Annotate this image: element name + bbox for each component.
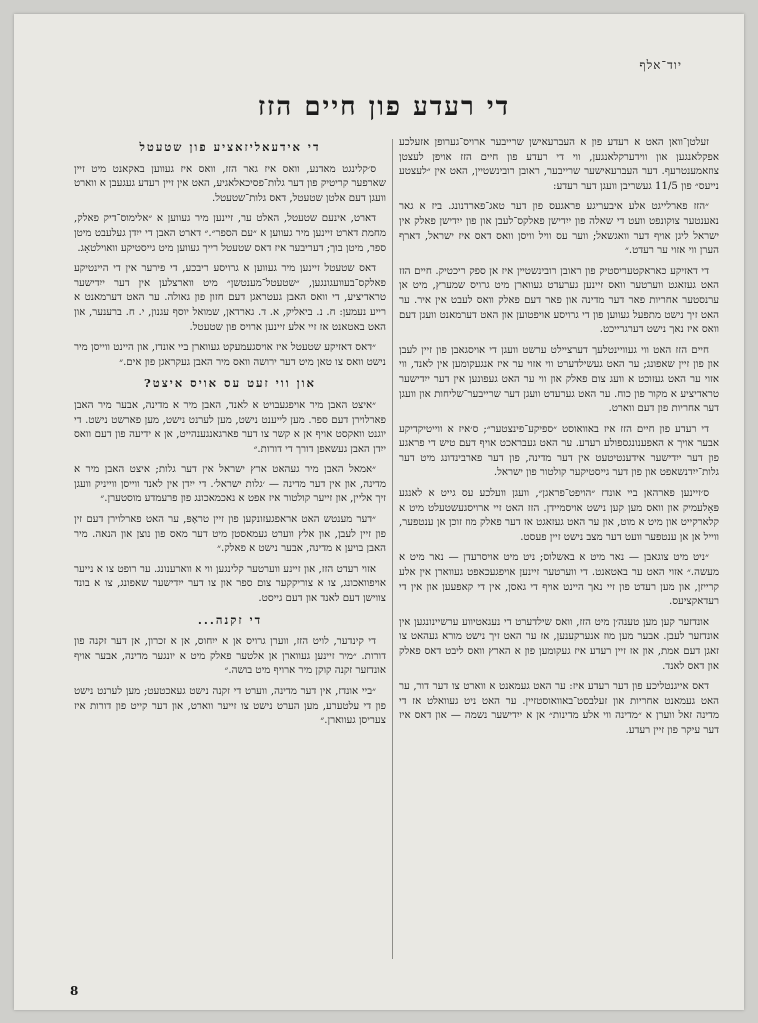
paragraph: די רעדע פון חיים הזז איז באוואוסט ״ספיקע־פינצטער״; ס׳איז א ווייטיקדיקע אבער אויך א האפענונגספולע רעדע. ער האט געבראכט אויף דעם טיש די פראגע פון דער ייִדישער אידענטיטעט אין דער מדינה, פון דער פארבינדונג מיט דער גלות־ייִדנשאפט און פון דער גייסטיקער קולטור פון ישראל. (399, 423, 719, 479)
paragraph: אונדזער קען מען טענה׳ן מיט הזז, וואס שילדערט די נעגאטיווע ערשיינונגען אין אונדזער לעבן. אבער מען מוז אנערקענען, אז ער האט זיך נישט מורא געהאט צו זאגן דעם אמת, און אז זיין רעדע איז געקומען פון א הארץ וואס ליבט דאס פאלק און דאס לאנד. (399, 616, 719, 672)
section-heading-now: און ווי זעט עס אויס איצט? (144, 376, 316, 391)
page-title: די רעדע פון חיים הזז (257, 92, 511, 122)
paragraph: ״הזז פארלייגט אלע איבעריגע פראגעס פון דער טאג־פארדנונג. ביז א גאר נאענטער צוקונפט וועט די שאלה פון ייִדישן פאלקס־לעבן און פון ייִדישן פאלק אין ישראל ליגן אויף דער וואגשאל; ווער עס וויל וויסן וואס דאס איז ישראל, דארף הערן ווי אזוי ער רעדט.״ (399, 201, 719, 257)
paragraph: ״דער מענטש האט אראפגעזונקען פון זיין טראָפּ, ער האט פארלוירן דעם זין פון זיין לעבן, און אלץ ווערט געמאסטן מיט דער מאס פון נוצן און הנאה. מיר האבן בויען א מדינה, אבער נישט א פאלק.״ (74, 514, 386, 555)
paragraph: ״ביי אונדז, אין דער מדינה, ווערט די זקנה נישט געאכטעט; מען לערנט נישט פון די עלטערע, מען הערט נישט צו זייער ווארט, און דער קייט פון דורות איז צעריסן געווארן.״ (74, 686, 386, 727)
left-column (74, 136, 386, 966)
page-number: 8 (70, 984, 79, 998)
paragraph: די קינדער, לויט הזז, ווערן גרויס אן א ייִחוס, אן א זכרון, אן דער זקנה פון דורות. ״מיר זיינען געווארן אן אלטער פאלק מיט א יונגער מדינה, אבער אויף אונדזער זקנה קוקן מיר ארויף מיט בושה.״ (74, 636, 386, 677)
newspaper-page (14, 14, 744, 1010)
column-divider (392, 139, 393, 959)
paragraph: ס׳קלינגט מאדנע, וואס איז גאר הזז, וואס איז געווען באקאנט מיט זיין שארפער קריטיק פון דער גלות־פסיכאלאגיע, האט אין זיין רעדע געגעבן א ווארט וועגן דעם אלטן שטעטל, דאס גלות־שטעטל. (74, 163, 386, 204)
section-heading-old-age: די זקנה... (197, 612, 263, 627)
paragraph: ״אמאל האבן מיר געהאט ארץ ישראל אין דער גלות; איצט האבן מיר א מדינה, און אין דער מדינה — ׳גלות ישראל׳. די ייִדן אין לאנד ווייסן ווייניק וועגן זיך אליין, און זייער קולטור איז אפט א נאכמאכונג פון פרעמדע מוסטערן.״ (74, 464, 386, 505)
paragraph: ״דאס דאזיקע שטעטל איז אויסגעמעקט געווארן ביי אונדז, און היינט ווייסן מיר נישט וואס צו טאן מיט דער ירושה וואס מיר האבן געקראגן פון אים.״ (74, 342, 386, 368)
page-header-label: יוד־אלף (639, 58, 682, 72)
paragraph: ס׳זיינען פארהאן ביי אונדז ״הויפט־פראגן״, וועגן וועלכע עס גייט א לאנגע פּאָלעמיק און וואס מען קען נישט אויסמיידן. הזז האט זיי ארויסגעשטעלט מיט א קלארקייט און מיט א מוט, און ער האט געזאגט אז דער פאלק מוז זוכן אן ענטפער, ווייל אן אן ענטפער וועט דער מצב נישט זיין פעסט. (399, 488, 719, 543)
section-heading-idealization: די אידעאליזאציע פון שטעטל (139, 140, 321, 154)
paragraph: די דאזיקע כאראקטעריסטיק פון ראובן רובינשטיין איז אן ספק ריכטיק. חיים הזז האט געזאגט ווערטער וואס זיינען גערעדט געווארן מיט גרויס שמערץ, מיט אן ערנסטער אחריות פאר דער מדינה און פאר דעם פאלק וואס לעבט אין איר. ער האט זיך נישט מתפעל געווען פון די גרויסע אויפטוען און האט דערמאנט וועגן דעם וואס איז נאך נישט דערגרייכט. (399, 265, 719, 336)
paragraph: זעלטן־וואן האט א רעדע פון א העברעאישן שרייבער ארויס־גערופן אזעלכע אפקלאנגען און ווידערקלאנגען, ווי די רעדע פון חיים הזז אויפן לעצטן צוזאמענטרעף. דער העברעאישער שרייבער, ראובן רובינשטיין, האט אין ״לעצטע נייעס״ פון 11/5 געשריבן וועגן דער רעדע: (399, 137, 719, 192)
paragraph: דאס אייגנטליכע פון דער רעדע איז: ער האט געמאנט א ווארט צו דער דור, ער האט געמאנט אחריות און זעלבסט־באוואוסטזיין. ער האט ניט געוואלט אז די מדינה זאל ווערן א ״מדינה ווי אלע מדינות״ אן א ייִדישער נשמה — און דאס איז דער עיקר פון זיין רעדע. (399, 681, 719, 736)
paragraph: דאס שטעטל זיינען מיר געווען א גרויסע ריבכע, די פירער אין די היינטיקע פאלקס־בעוועגונגען, ״שטעטל־מענטשן״ מיט ווארצלען אין דער ייִדישער טראדיציע, די וואס האבן געטראגן דעם חזון פון גאולה. ער האט דערמאנט א רייע נעמען: ח. נ. ביאליק, א. ד. גארדאן, שמואל יוסף עגנון, י. ח. ברענער, און האט באטאנט אז זיי אלע זיינען ארויס פון שטעטל. (74, 263, 386, 333)
right-column (399, 136, 719, 956)
paragraph: ״איצט האבן מיר אויפגעבויט א לאנד, האבן מיר א מדינה, אבער מיר האבן פארלוירן דעם ספר. מען לייענט נישט, מען לערנט נישט, מען פארשט נישט. די יוגנט וואקסט אויף אן א קשר צו דער פארגאנגענהייט, אן א ידיעה פון דעם וואס ייִדן האבן געשאפן דורך די דורות.״ (74, 399, 386, 455)
paragraph: דארט, אינעם שטעטל, האלט ער, זיינען מיר געווען א ״אלימוס־דיק פאלק, מחמת דארט זיינען מיר געווען א ״עם הספר״.״ דארט האבן די ייִדן געלעבט מיטן ספר, מיטן בוך; דעריבער איז דאס שטעטל רייך געווען מיט גייסטיקע וואוילטאָג. (74, 213, 386, 254)
paragraph: חיים הזז האט ווי געוויינטלעך דערציילט ערשט וועגן די אויסגאבן פון זיין לעבן און פון זיין שאפונג; ער האט געשילדערט ווי אזוי ער איז אנגעקומען אין לאנד, ווי אזוי ער האט געזוכט א וועג צום פאלק און ווי ער האט געפונען אין דער ייִדישער טראדיציע א מקור פון כוח. ער האט גערעדט וועגן דער שרייבער־שליחות און וועגן דער אחריות פון דעם ווארט. (399, 344, 719, 415)
paragraph: אזוי רעדט הזז, און זיינע ווערטער קלינגען ווי א ווארענונג. ער רופט צו א נייער אויפוואכונג, צו א צוריקקער צום ספר און צו דער ייִדישער שאפונג, צו א בונד צווישן דעם לאנד און דעם גייסט. (74, 563, 386, 605)
paragraph: ״ניט מיט צוגאבן — נאר מיט א באשלוס; ניט מיט אויסרעדן — נאר מיט א מעשה.״ אזוי האט ער באטאנט. די ווערטער זיינען אויפגעכאפט געווארן אין אלע קרייזן, און מען רעדט פון זיי נאך היינט אויף די גאסן, אין די קאפעען און אין די רעדאקציעס. (399, 552, 719, 608)
